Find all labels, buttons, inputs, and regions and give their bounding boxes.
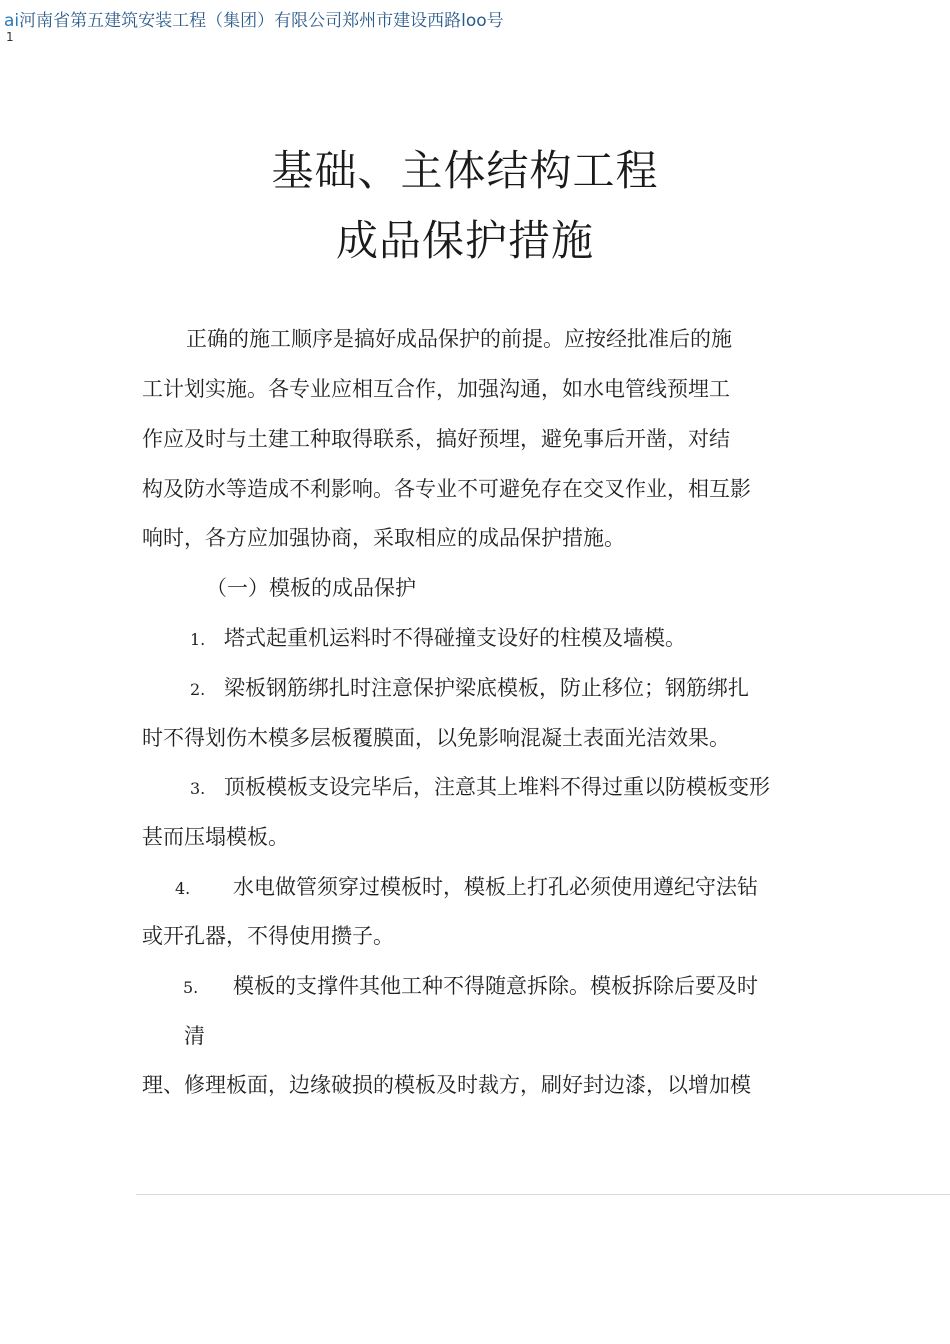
- list-item-number: 3.: [190, 779, 206, 798]
- list-item-5-continuation-2: 理、修理板面，边缘破损的模板及时裁方，刷好封边漆，以增加模: [142, 1073, 751, 1097]
- list-item-number: 4.: [175, 879, 191, 898]
- list-item-text: 塔式起重机运料时不得碰撞支设好的柱模及墙模。: [224, 626, 686, 650]
- list-item-text: 水电做管须穿过模板时，模板上打孔必须使用遵纪守法钻: [233, 875, 758, 899]
- intro-line-4: 构及防水等造成不利影响。各专业不可避免存在交叉作业，相互影: [142, 477, 751, 501]
- list-item-3: [190, 771, 770, 801]
- list-item-text: 模板的支撑件其他工种不得随意拆除。模板拆除后要及时: [233, 974, 758, 998]
- list-item-1: [190, 622, 686, 652]
- header-prefix: ai: [4, 11, 20, 31]
- list-item-4: [175, 871, 758, 901]
- intro-line-2: 工计划实施。各专业应相互合作，加强沟通，如水电管线预埋工: [142, 377, 730, 401]
- list-item-number: 2.: [190, 680, 206, 699]
- list-item-3-continuation: 甚而压塌模板。: [142, 825, 289, 849]
- list-item-4-continuation: 或开孔器，不得使用攒子。: [142, 924, 394, 948]
- list-item-5-continuation-1: 清: [184, 1024, 205, 1048]
- intro-line-3: 作应及时与土建工种取得联系，搞好预埋，避免事后开凿，对结: [142, 427, 730, 451]
- list-item-number: 1.: [190, 630, 206, 649]
- document-header: [4, 6, 504, 31]
- list-item-number: 5.: [183, 978, 199, 997]
- document-title-line2: 成品保护措施: [335, 216, 594, 265]
- header-company-address: 河南省第五建筑安装工程（集团）有限公司郑州市建设西路loo号: [19, 11, 504, 31]
- intro-line-5: 响时，各方应加强协商，采取相应的成品保护措施。: [142, 526, 625, 550]
- document-title-line1: 基础、主体结构工程: [271, 146, 659, 195]
- list-item-2: [190, 672, 749, 702]
- intro-line-1: 正确的施工顺序是搞好成品保护的前提。应按经批准后的施: [186, 327, 732, 351]
- list-item-text: 顶板模板支设完毕后，注意其上堆料不得过重以防模板变形: [224, 775, 770, 799]
- list-item-text: 梁板钢筋绑扎时注意保护梁底模板，防止移位；钢筋绑扎: [224, 676, 749, 700]
- page-number: 1: [6, 30, 14, 44]
- list-item-5: [183, 970, 758, 1000]
- list-item-2-continuation: 时不得划伤木模多层板覆膜面，以免影响混凝土表面光洁效果。: [142, 726, 730, 750]
- section-heading: （一）模板的成品保护: [206, 576, 416, 600]
- footer-divider: [136, 1194, 950, 1195]
